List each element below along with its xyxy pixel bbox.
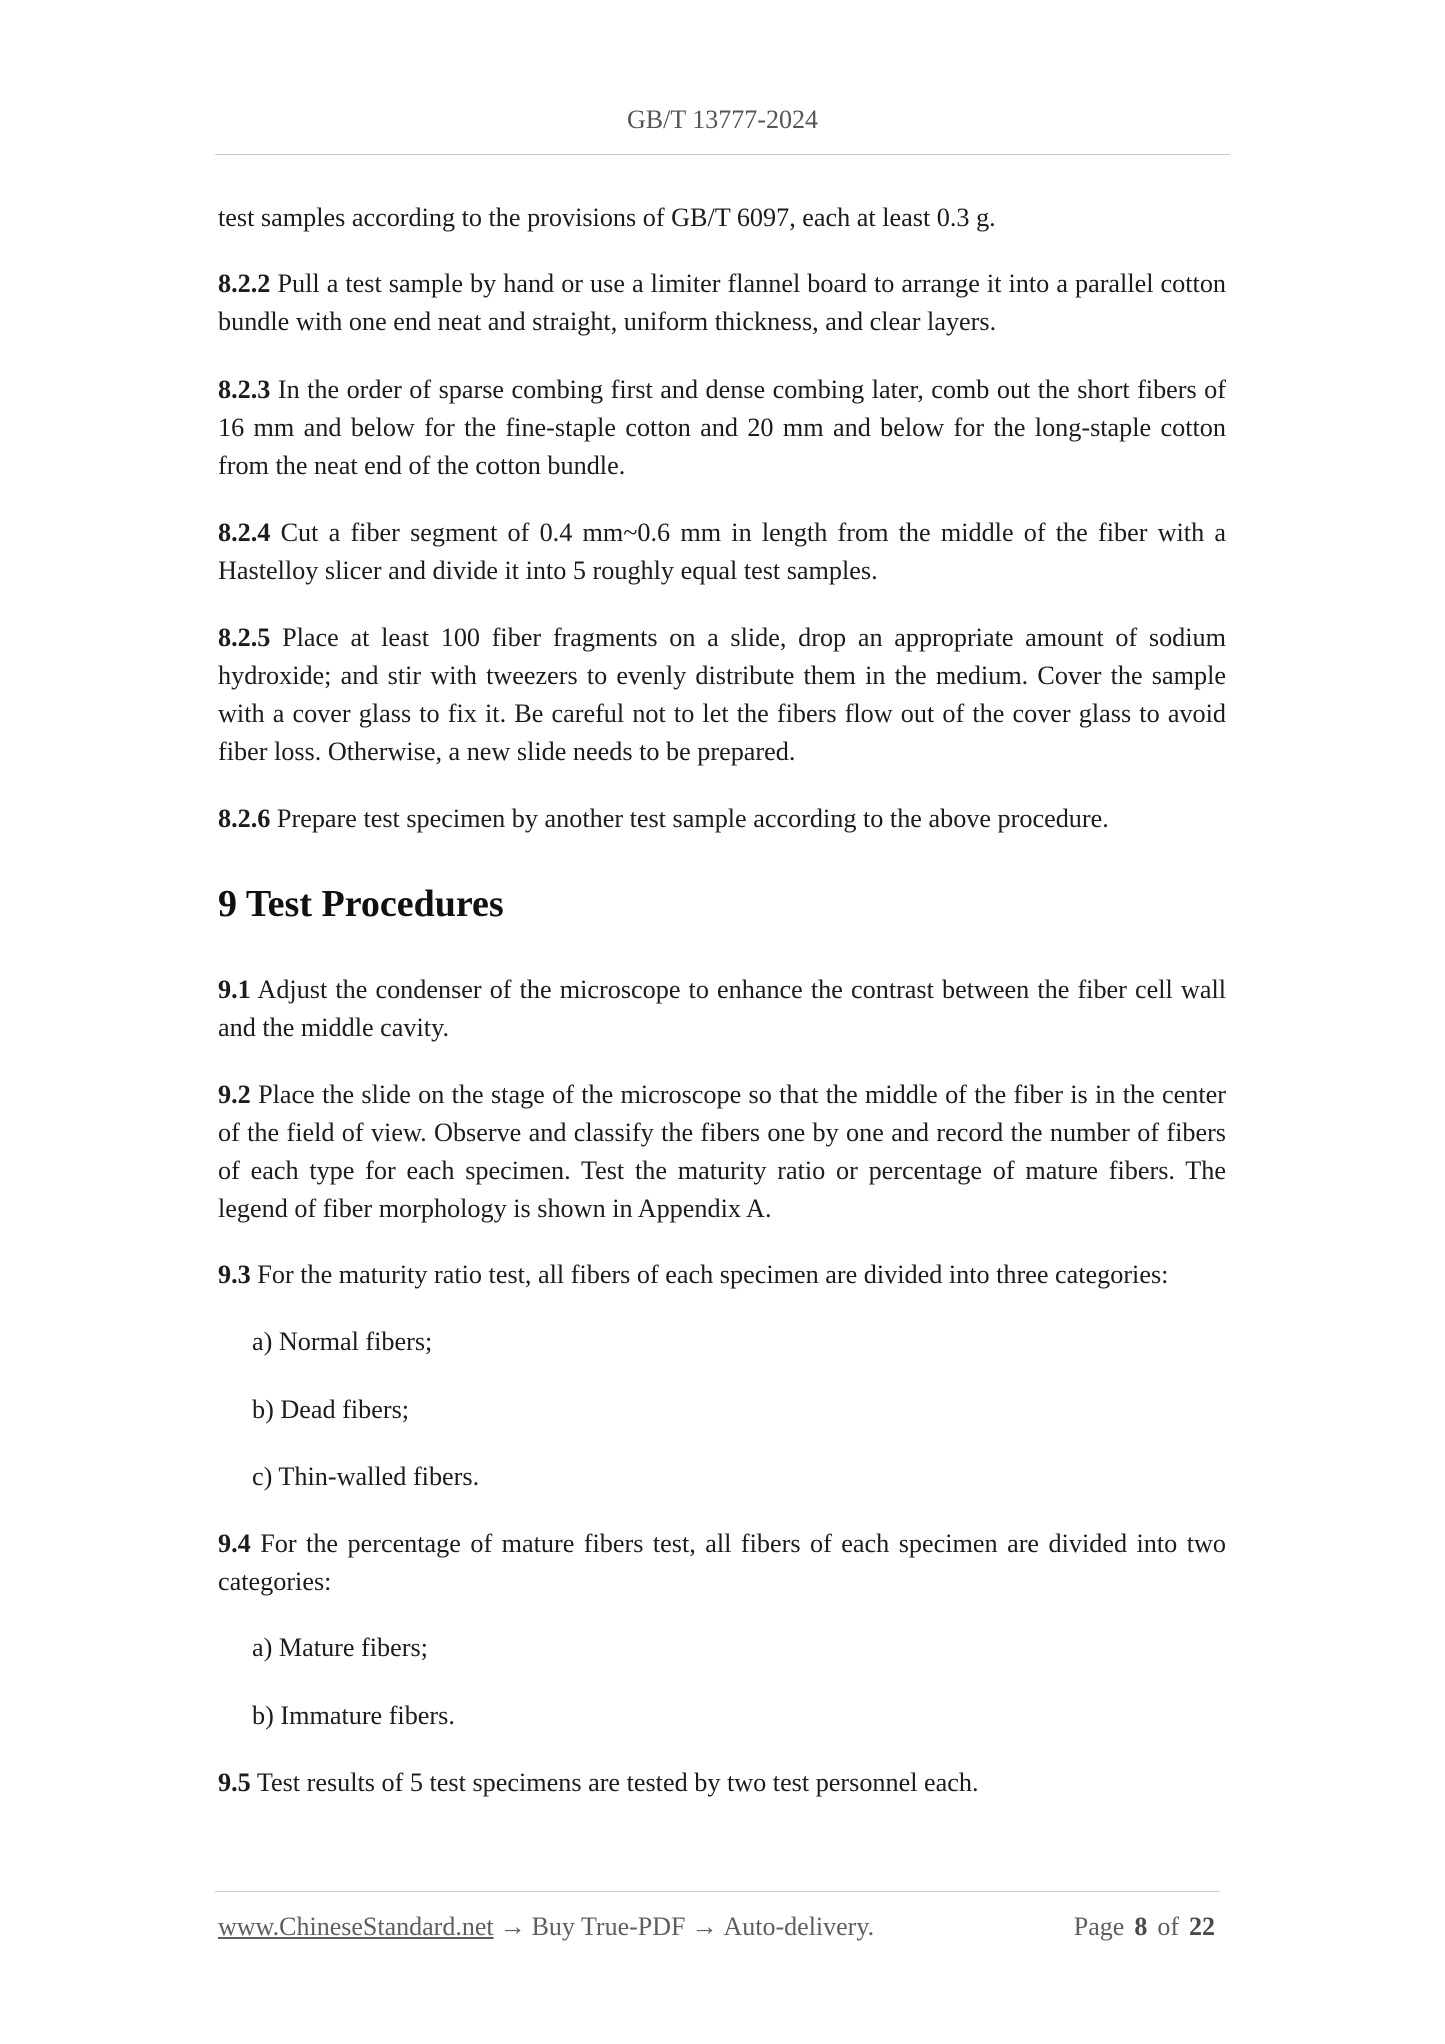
text-line: of each type for each specimen. Test the maturity ratio or percentage of mature fibers. The [218,1156,1226,1185]
page-total: 22 [1189,1912,1215,1941]
clause-9-2 [218,1076,1226,1228]
text-line [218,1764,1226,1802]
arrow-right-icon: → [499,1912,526,1941]
text-line [218,1076,1226,1114]
clause-number: 8.2.3 [218,375,271,404]
buy-label: Buy True-PDF [531,1912,686,1941]
clause-number: 9.5 [218,1768,251,1797]
clause-8-2-6 [218,800,1226,838]
clause-number: 9.2 [218,1080,251,1109]
text-line [218,800,1226,838]
text-line-content: Place at least 100 fiber fragments on a slide, drop an appropriate amount of sodium [282,623,1227,652]
text-line: legend of fiber morphology is shown in Appendix A. [218,1194,772,1223]
clause-number: 8.2.5 [218,623,271,652]
page-header-doc-id: GB/T 13777-2024 [627,105,818,134]
text-line: and the middle cavity. [218,1013,450,1042]
text-line: bundle with one end neat and straight, uniform thickness, and clear layers. [218,307,997,336]
text-line: with a cover glass to fix it. Be careful not to let the fibers flow out of the cover glass to avoid [218,699,1226,728]
arrow-right-icon: → [691,1912,718,1941]
list-item: c) Thin-walled fibers. [252,1462,480,1491]
clause-9-1 [218,971,1226,1047]
text-line [218,619,1226,657]
text-line: hydroxide; and stir with tweezers to evenly distribute them in the medium. Cover the sample [218,661,1226,690]
page-current: 8 [1134,1912,1148,1941]
text-line [218,265,1226,303]
section-heading-test-procedures: 9 Test Procedures [218,883,504,925]
text-line-content: Pull a test sample by hand or use a limiter flannel board to arrange it into a parallel cotton [277,269,1227,298]
text-line [218,514,1226,552]
delivery-label: Auto-delivery. [723,1912,875,1941]
text-line [218,1256,1226,1294]
text-line-content: For the percentage of mature fibers test, all fibers of each specimen are divided into two [260,1529,1226,1558]
list-item: b) Immature fibers. [252,1701,455,1730]
clause-number: 9.4 [218,1529,251,1558]
clause-9-3 [218,1256,1226,1294]
page-of-label: of [1157,1912,1179,1941]
text-line-content: Place the slide on the stage of the microscope so that the middle of the fiber is in the center [258,1080,1227,1109]
text-line: fiber loss. Otherwise, a new slide needs to be prepared. [218,737,796,766]
text-line: 16 mm and below for the fine-staple cotton and 20 mm and below for the long-staple cotton [218,413,1226,442]
clause-9-5 [218,1764,1226,1802]
text-line: of the field of view. Observe and classify the fibers one by one and record the number of fibers [218,1118,1226,1147]
text-line: categories: [218,1567,332,1596]
text-line-content: Test results of 5 test specimens are tested by two test personnel each. [256,1768,979,1797]
text-line-content: For the maturity ratio test, all fibers of each specimen are divided into three categories: [257,1260,1169,1289]
footer-rule [215,1891,1220,1892]
text-line-content: Prepare test specimen by another test sample according to the above procedure. [276,804,1109,833]
clause-8-2-4 [218,514,1226,590]
clause-number: 8.2.6 [218,804,271,833]
header-rule [215,154,1230,155]
clause-8-2-5 [218,619,1226,771]
text-line [218,971,1226,1009]
page-indicator [1074,1908,1215,1946]
paragraph-continued [218,199,1226,237]
list-item: a) Normal fibers; [252,1327,433,1356]
text-line-content: Adjust the condenser of the microscope to enhance the contrast between the fiber cell wall [257,975,1226,1004]
page-label: Page [1073,1912,1125,1941]
text-line-content: In the order of sparse combing first and dense combing later, comb out the short fibers of [277,375,1226,404]
text-line-content: Cut a fiber segment of 0.4 mm~0.6 mm in length from the middle of the fiber with a [280,518,1226,547]
text-line [218,371,1226,409]
clause-number: 9.1 [218,975,251,1004]
footer-promo [218,1908,874,1946]
site-link[interactable]: www.ChineseStandard.net [218,1912,494,1941]
clause-8-2-3 [218,371,1226,485]
clause-number: 9.3 [218,1260,251,1289]
text-line: Hastelloy slicer and divide it into 5 roughly equal test samples. [218,556,878,585]
clause-9-4 [218,1525,1226,1601]
text-line [218,1525,1226,1563]
list-item: b) Dead fibers; [252,1395,410,1424]
text-line: from the neat end of the cotton bundle. [218,451,626,480]
clause-8-2-2 [218,265,1226,341]
clause-number: 8.2.2 [218,269,271,298]
list-item: a) Mature fibers; [252,1633,428,1662]
clause-number: 8.2.4 [218,518,271,547]
text-line: test samples according to the provisions of GB/T 6097, each at least 0.3 g. [218,203,996,232]
